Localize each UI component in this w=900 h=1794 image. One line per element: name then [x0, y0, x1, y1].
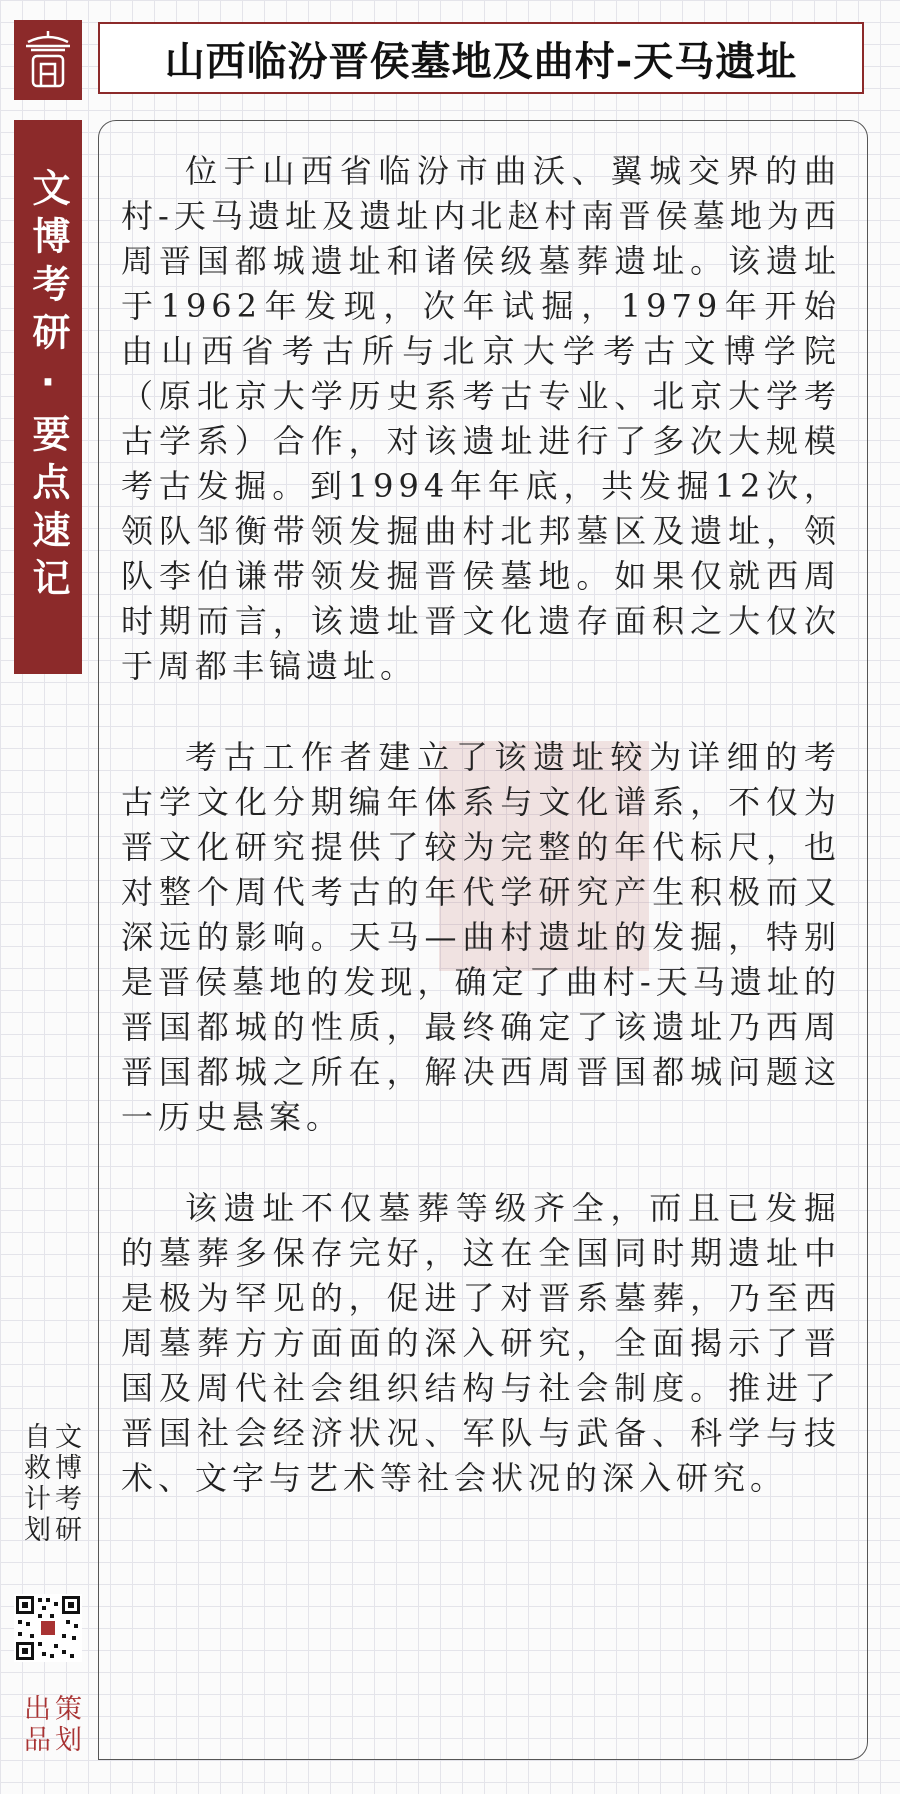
side-banner-text: 文博考研·要点速记 [26, 168, 70, 606]
planner-line-2: 出品 [19, 1694, 50, 1756]
page-title [98, 22, 864, 94]
credit-line-2: 自救计划 [19, 1422, 50, 1546]
side-banner [14, 120, 82, 674]
paragraph-3: 该遗址不仅墓葬等级齐全，而且已发掘的墓葬多保存完好，这在全国同时期遗址中是极为罕见的，促进了对晋系墓葬，乃至西周墓葬方方面面的深入研究，全面揭示了晋国及周代社会组织结构与社会制度。推进了晋国社会经济状况、军队与武备、科学与技术、文字与艺术等社会状况的深入研究。 [121, 1189, 841, 1497]
qr-code-icon [14, 1594, 82, 1662]
paragraph-1: 位于山西省临汾市曲沃、翼城交界的曲村-天马遗址及遗址内北赵村南晋侯墓地为西周晋国都城遗址和诸侯级墓葬遗址。该遗址于1962年发现，次年试掘，1979年开始由山西省考古所与北京大学考古文博学院（原北京大学历史系考古专业、北京大学考古学系）合作，对该遗址进行了多次大规模考古发掘。到1994年年底，共发掘12次，领队邹衡带领发掘曲村北邦墓区及遗址，领队李伯谦带领发掘晋侯墓地。如果仅就西周时期而言，该遗址晋文化遗存面积之大仅次于周都丰镐遗址。 [121, 152, 841, 685]
credit-line-1: 文博考研 [50, 1422, 81, 1546]
title-text: 山西临汾晋侯墓地及曲村-天马遗址 [164, 38, 798, 85]
planner-line-1: 策划 [50, 1694, 81, 1756]
article-body [98, 120, 868, 1760]
pavilion-logo-icon [14, 20, 82, 100]
planner-credit [16, 1694, 84, 1756]
paragraph-2: 考古工作者建立了该遗址较为详细的考古学文化分期编年体系与文化谱系，不仅为晋文化研究提供了较为完整的年代标尺，也对整个周代考古的年代学研究产生积极而又深远的影响。天马—曲村遗址的发掘，特别是晋侯墓地的发现，确定了曲村-天马遗址的晋国都城的性质，最终确定了该遗址乃西周晋国都城之所在，解决西周晋国都城问题这一历史悬案。 [121, 738, 841, 1136]
footer-credit [16, 1422, 84, 1546]
